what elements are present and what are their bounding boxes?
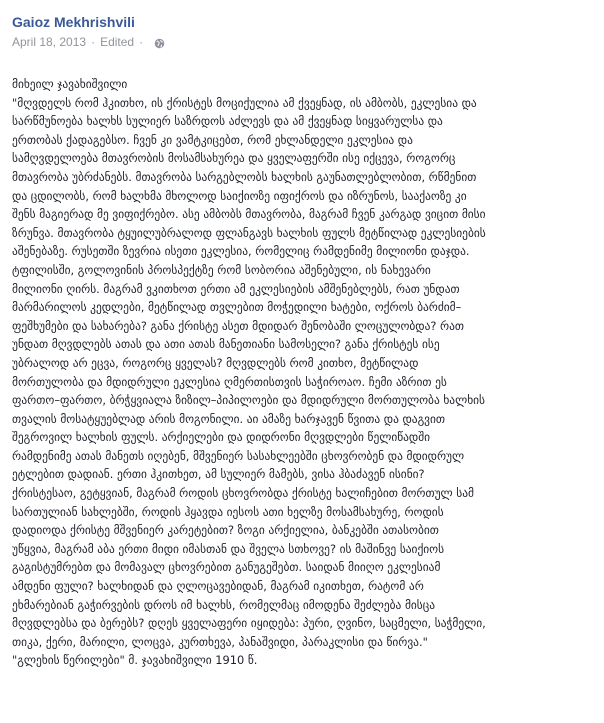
post-text-line: მიხეილ ჯავახიშვილი — [12, 77, 128, 91]
post-text-line: შეგროვილ ხალხის ფულს. არქიელები და დიდრონი მღვდლები წელიწადში — [12, 430, 431, 445]
meta-separator: · — [91, 35, 96, 49]
post-text-line: მღვდლებსა და ბერებს? დღეს ყველაფერი იყიდება: პური, ღვინო, საცმელი, საჭმელი, — [12, 616, 486, 631]
globe-icon[interactable] — [154, 37, 165, 48]
post-text-line: დადიოდა ქრისტე მშვენიერ კარეტებით? ზოგი არქიელია, ბანკებში ათასობით — [12, 523, 439, 538]
post-text-line: ტფილისში, გოლოვინის პროსპექტზე რომ სობორია აშენებული, ის ნახევარი — [12, 262, 431, 277]
post-text-line: ერთობას ქადაგებსო. ჩვენ კი ვამტკიცებთ, რომ ეხლანდელი ეკლესია და — [12, 132, 413, 147]
edited-label[interactable]: Edited — [100, 35, 135, 49]
post-text-line: ზრუნვა. მთავრობა ტყუილუბრალოდ ფლანგავს ხალხის ფულს მეტწილად ეკლესიების — [12, 225, 486, 240]
post-text-line: თიკა, ქერი, მარილი, ლოცვა, კურთხევა, პანაშვიდი, პარაკლისი და წირვა." — [12, 634, 428, 649]
post-text-line: აშენებაზე. რუსეთში ზევრია ისეთი ეკლესია, რომელიც რამდენიმე მილიონი დაჯდა. — [12, 244, 470, 259]
post-text-line: სარწმუნოება ხალხს სულიერ საზრდოს აძლევს და ამ ქვეყნად სიყვარულსა და — [12, 114, 443, 129]
meta-separator-2: · — [139, 35, 144, 49]
post-text-line: ქრისტესაო, გეტყვიან, მაგრამ როდის ცხოვრობდა ქრისტე ხალიჩებით მორთულ სამ — [12, 486, 474, 501]
post-text-line: შენს მაგიერად მე ვიფიქრებო. ასე ამბობს მთავრობა, მაგრამ ჩვენ კარგად ვიცით მისი — [12, 207, 486, 222]
post-text-line: რამდენიმე ათას მანეთს იღებენ, მშვენიერ სასახლეებში ცხოვრობენ და მდიდრულ — [12, 448, 465, 463]
post-text-line: ეხმარებიან გაჭირვების დროს იმ ხალხს, რომელმაც იმოდენა შეძლება მისცა — [12, 597, 436, 612]
post-text-line: ფეშხუმები და სახარება? განა ქრისტე ასეთ მდიდარ შენობაში ლოცულობდა? რათ — [12, 318, 465, 333]
post-body-text — [12, 75, 592, 670]
post-text-line: სამღვდელოება მთავრობის მოსამსახურეა და ყველაფერში ისე იქცევა, როგორც — [12, 151, 456, 166]
post-text-line: ეტლებით დადიან. ერთი ჰკითხეთ, ამ სულიერ მამებს, ვისა ჰბაძავენ ისინი? — [12, 467, 425, 482]
post-text-line: ფართო–ფართო, ბრჭყვიალა ზიზილ–პიპილოები და მდიდრული მორთულობა ხალხის — [12, 393, 486, 408]
post-text-line: სართულიან სახლებში, როდის ჰყავდა იესოს ათი ხელზე მოსამსახურე, როდის — [12, 504, 444, 519]
post-date-link[interactable]: April 18, 2013 — [12, 35, 87, 49]
post-text-line: "მღვდელს რომ ჰკითხო, ის ქრისტეს მოციქულია ამ ქვეყნად, ის ამბობს, ეკლესია და — [12, 95, 477, 110]
post-header — [12, 12, 592, 50]
post-text-line: უბრალოდ არ ეცვა, როგორც ყველას? მღვდლებს რომ კითხო, მეტწილად — [12, 355, 419, 370]
post-text-line: მთავრობა უბრძანებს. მთავრობა სარგებლობს ხალხის გაუნათლებლობით, რწმენით — [12, 169, 477, 184]
post-meta — [12, 34, 592, 50]
post-text-line: და ცდილობს, რომ ხალხმა მხოლოდ საიქიოზე იფიქროს და იზრუნოს, სააქაოზე კი — [12, 188, 467, 203]
post-text-line: მორთულობა და მდიდრული ეკლესია ღმერთისთვის საჭიროაო. ჩემი აზრით ეს — [12, 374, 447, 389]
post-text-line: უნდათ მღვდლებს ათას და ათი ათას მანეთიანი სამოსელი? განა ქრისტეს ისე — [12, 337, 440, 352]
post-text-line: გაგისტუმრებთ და მომავალ ცხოვრებით განუგეშებთ. საიდან მიიღო ეკლესიამ — [12, 560, 441, 575]
post-text-line: უწყვია, მაგრამ აბა ერთი მიდი იმასთან და შველა სთხოვე? ის მაშინვე საიქიოს — [12, 541, 445, 556]
post-text-line: ამდენი ფული? ხალხიდან და ღლოცავებიდან, მაგრამ იკითხეთ, რატომ არ — [12, 579, 424, 594]
post-text-line: მილიონი ღირს. მაგრამ ვკითხოთ ერთი ამ ეკლესიების ამშენებლებს, რათ უნდათ — [12, 281, 460, 296]
post-text-line: მარმარილოს კედლები, მეტწილად თვლებით მოჭედილი ხატები, ოქროს ბარძიმ– — [12, 300, 462, 315]
author-name-link[interactable]: Gaioz Mekhrishvili — [12, 14, 135, 30]
post-text-line: თვალის მოსატყუებლად არის მოგონილი. აი ამაზე ხარჯავენ წვითა და დაგვით — [12, 411, 446, 426]
post-text-line: "გლეხის წერილები" მ. ჯავახიშვილი 1910 წ. — [12, 653, 258, 668]
